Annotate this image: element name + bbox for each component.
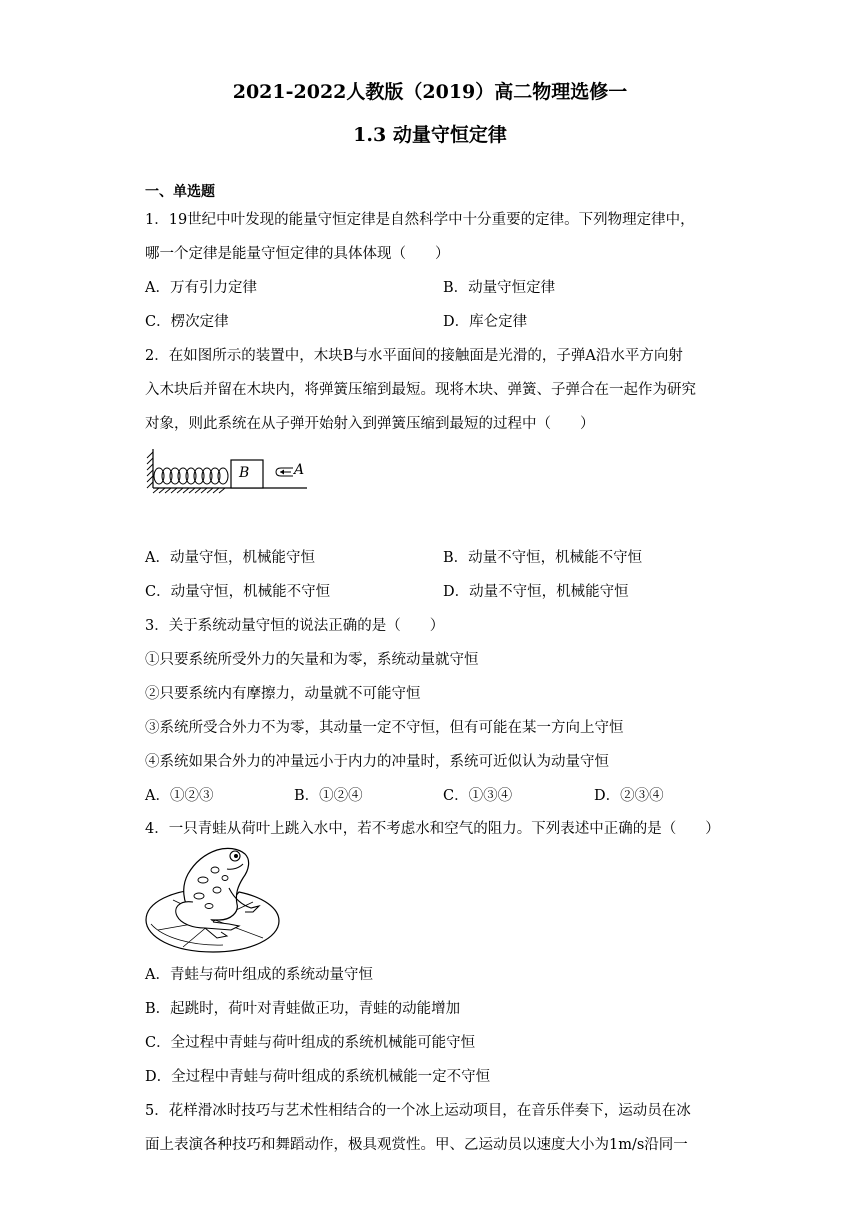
q3-option-d: D．②③④ bbox=[594, 788, 664, 804]
frog-on-lily-pad-figure bbox=[143, 842, 283, 957]
q4-option-b: B．起跳时，荷叶对青蛙做正功，青蛙的动能增加 bbox=[145, 1001, 461, 1017]
q3-statement-1: ①只要系统所受外力的矢量和为零，系统动量就守恒 bbox=[145, 652, 479, 668]
q1-stem-line2: 哪一个定律是能量守恒定律的具体体现（ ） bbox=[145, 246, 450, 262]
q5-stem-line1: 5．花样滑冰时技巧与艺术性相结合的一个冰上运动项目，在音乐伴奏下，运动员在冰 bbox=[145, 1103, 691, 1119]
q4-stem: 4．一只青蛙从荷叶上跳入水中，若不考虑水和空气的阻力。下列表述中正确的是（ ） bbox=[145, 821, 720, 837]
spring-block-figure bbox=[145, 446, 315, 494]
q2-stem-line1: 2．在如图所示的装置中，木块B与水平面间的接触面是光滑的，子弹A沿水平方向射 bbox=[145, 348, 683, 364]
q3-option-a: A．①②③ bbox=[145, 788, 214, 804]
q1-option-b: B．动量守恒定律 bbox=[443, 280, 556, 296]
q2-stem-line2: 入木块后并留在木块内，将弹簧压缩到最短。现将木块、弹簧、子弹合在一起作为研究 bbox=[145, 382, 696, 398]
q2-stem-line3: 对象，则此系统在从子弹开始射入到弹簧压缩到最短的过程中（ ） bbox=[145, 416, 595, 432]
q4-option-c: C．全过程中青蛙与荷叶组成的系统机械能可能守恒 bbox=[145, 1035, 476, 1051]
q1-stem-line1: 1．19世纪中叶发现的能量守恒定律是自然科学中十分重要的定律。下列物理定律中， bbox=[145, 212, 695, 228]
q5-stem-line2: 面上表演各种技巧和舞蹈动作，极具观赏性。甲、乙运动员以速度大小为1m/s沿同一 bbox=[145, 1137, 688, 1153]
q2-option-d: D．动量不守恒，机械能守恒 bbox=[443, 584, 629, 600]
fig-label-a: A bbox=[294, 462, 305, 478]
q3-statement-3: ③系统所受合外力不为零，其动量一定不守恒，但有可能在某一方向上守恒 bbox=[145, 720, 624, 736]
q2-option-c: C．动量守恒，机械能不守恒 bbox=[145, 584, 331, 600]
q4-option-d: D．全过程中青蛙与荷叶组成的系统机械能一定不守恒 bbox=[145, 1069, 491, 1085]
q3-statement-4: ④系统如果合外力的冲量远小于内力的冲量时，系统可近似认为动量守恒 bbox=[145, 754, 609, 770]
section-heading: 一、单选题 bbox=[145, 184, 215, 200]
q2-option-a: A．动量守恒，机械能守恒 bbox=[145, 550, 315, 566]
q1-option-a: A．万有引力定律 bbox=[145, 280, 257, 296]
q2-option-b: B．动量不守恒，机械能不守恒 bbox=[443, 550, 643, 566]
q1-option-d: D．库仑定律 bbox=[443, 314, 528, 330]
q1-option-c: C．楞次定律 bbox=[145, 314, 229, 330]
q4-option-a: A．青蛙与荷叶组成的系统动量守恒 bbox=[145, 967, 373, 983]
document-subtitle: 1.3 动量守恒定律 bbox=[353, 124, 507, 146]
q3-option-b: B．①②④ bbox=[294, 788, 363, 804]
q3-stem: 3．关于系统动量守恒的说法正确的是（ ） bbox=[145, 618, 445, 634]
document-title: 2021-2022人教版（2019）高二物理选修一 bbox=[232, 81, 628, 103]
q3-statement-2: ②只要系统内有摩擦力，动量就不可能守恒 bbox=[145, 686, 421, 702]
fig-label-b: B bbox=[239, 465, 250, 481]
q3-option-c: C．①③④ bbox=[443, 788, 513, 804]
